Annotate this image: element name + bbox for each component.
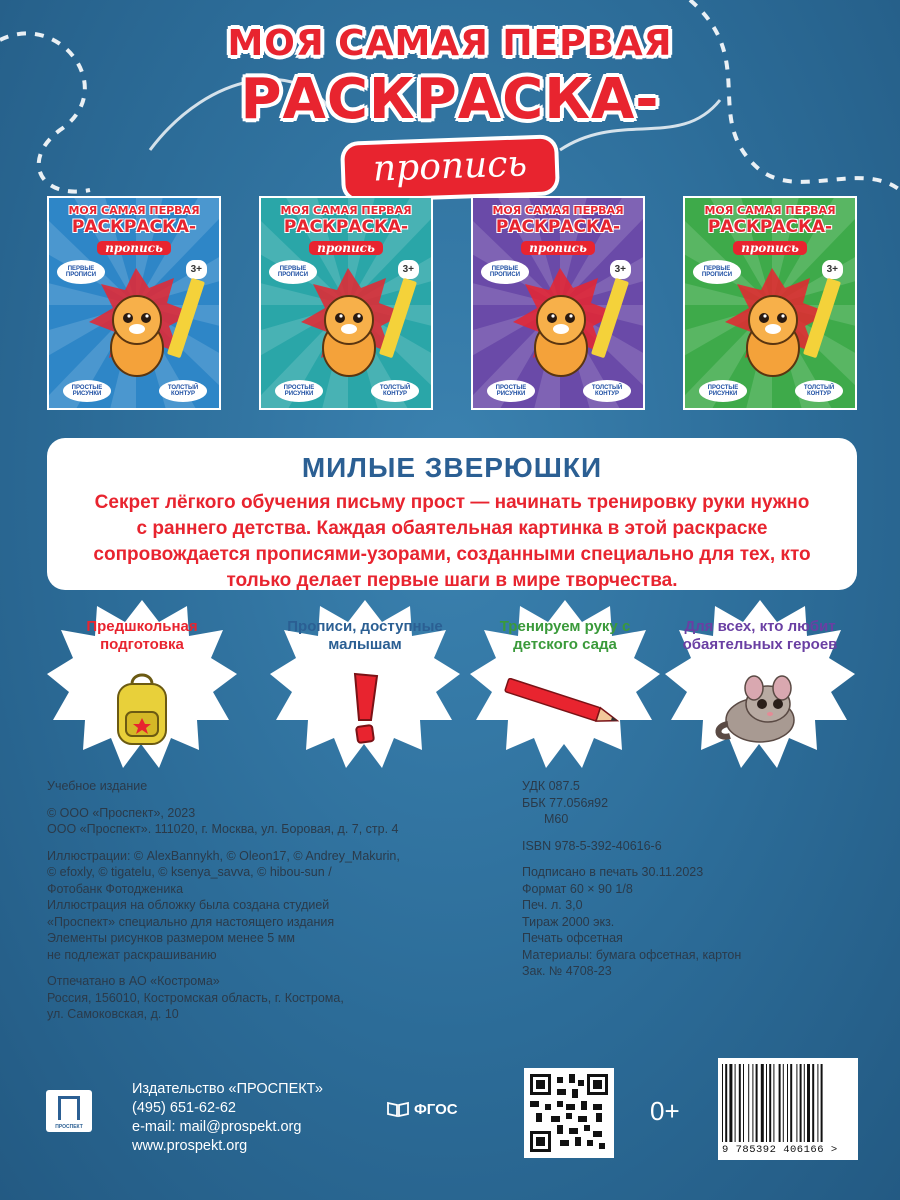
tiger-icon	[89, 286, 185, 382]
publisher-website[interactable]: www.prospekt.org	[132, 1138, 248, 1154]
coloring-note: не подлежат раскрашиванию	[47, 947, 217, 962]
print-sheets: Печ. л. 3,0	[522, 898, 583, 912]
series-cover-4	[683, 196, 857, 410]
publisher-contacts	[132, 1080, 323, 1156]
qr-code-icon	[530, 1074, 608, 1152]
cover-simple-drawings: ПРОСТЫЕ РИСУНКИ	[63, 380, 111, 402]
isbn: ISBN 978-5-392-40616-6	[522, 838, 662, 853]
print-method: Печать офсетная	[522, 931, 623, 945]
feature-label: Предшкольная подготовка	[86, 618, 198, 653]
order-number: Зак. № 4708-23	[522, 964, 612, 978]
fire-truck-icon	[301, 286, 397, 382]
isbn-barcode	[718, 1058, 858, 1160]
cover-first-prescripts: ПЕРВЫЕ ПРОПИСИ	[269, 260, 317, 284]
cover-age-badge: 3+	[822, 260, 843, 279]
signed-date: Подписано в печать 30.11.2023	[522, 865, 704, 879]
cover-title	[685, 204, 855, 256]
description-box	[47, 438, 857, 590]
cover-age-badge: 3+	[398, 260, 419, 279]
feature-label: Прописи, доступные малышам	[287, 618, 443, 653]
description-body: Секрет лёгкого обучения письму прост — начинать тренировку руки нужно с раннего детства. Каждая обаятельная картинка в этой раскраске сопровождается прописями-узорами, созданными специально для тех, кто только делает первые шаги в мире творчества.	[93, 492, 811, 591]
cover-simple-drawings: ПРОСТЫЕ РИСУНКИ	[699, 380, 747, 402]
cover-title-c: пропись	[97, 241, 171, 255]
feature-preschool	[47, 600, 237, 768]
cover-title-b: РАСКРАСКА-	[283, 217, 409, 237]
cover-first-prescripts: ПЕРВЫЕ ПРОПИСИ	[481, 260, 529, 284]
backpack-icon	[102, 670, 182, 750]
title-line-1: МОЯ САМАЯ ПЕРВАЯ	[227, 23, 673, 64]
paper-format: Формат 60 × 90 1/8	[522, 881, 633, 896]
cover-title-b: РАСКРАСКА-	[71, 217, 197, 237]
cover-credit: Иллюстрация на обложку была создана студией	[47, 898, 330, 912]
dragon-icon	[725, 286, 821, 382]
cover-age-badge: 3+	[610, 260, 631, 279]
cover-title-a: МОЯ САМАЯ ПЕРВАЯ	[280, 204, 412, 217]
cover-title	[473, 204, 643, 256]
cover-credit: «Проспект» специально для настоящего издания	[47, 914, 335, 929]
author-code: М60	[544, 812, 569, 826]
qr-code[interactable]	[524, 1068, 614, 1158]
illustrations-credit: Иллюстрации: © AlexBannykh, © Oleon17, © Andrey_Makurin,	[47, 848, 400, 863]
printer-address: ул. Самоковская, д. 10	[47, 1007, 179, 1021]
barcode-icon	[722, 1064, 854, 1142]
cover-thick-outline: ТОЛСТЫЙ КОНТУР	[159, 380, 207, 402]
illustrations-credit: © efoxly, © tigatelu, © ksenya_savva, © hibou-sun /	[47, 865, 332, 879]
raccoon-icon	[513, 286, 609, 382]
chinchilla-icon	[710, 674, 810, 748]
cover-title-b: РАСКРАСКА-	[495, 217, 621, 237]
edition-type: Учебное издание	[47, 779, 148, 793]
feature-cute-heroes	[665, 600, 855, 768]
cover-title-a: МОЯ САМАЯ ПЕРВАЯ	[492, 204, 624, 217]
age-rating: 0+	[650, 1096, 680, 1126]
cover-title-c: пропись	[521, 241, 595, 255]
title-line-3: пропись	[344, 138, 556, 198]
feature-label: Для всех, кто любит обаятельных героев	[682, 618, 838, 653]
book-title	[0, 22, 900, 195]
bbk-code: ББК 77.056я92	[522, 795, 609, 810]
cover-thick-outline: ТОЛСТЫЙ КОНТУР	[583, 380, 631, 402]
cover-first-prescripts: ПЕРВЫЕ ПРОПИСИ	[693, 260, 741, 284]
exclamation-icon	[325, 670, 405, 750]
pencil-icon	[498, 678, 628, 728]
cover-age-badge: 3+	[186, 260, 207, 279]
series-cover-1	[47, 196, 221, 410]
imprint-right	[522, 778, 842, 980]
open-book-icon	[386, 1100, 410, 1118]
cover-title-c: пропись	[733, 241, 807, 255]
illustrations-credit: Фотобанк Фотодженика	[47, 881, 184, 896]
publisher-phone: (495) 651-62-62	[132, 1100, 236, 1116]
imprint-left	[47, 778, 447, 1023]
series-cover-3	[471, 196, 645, 410]
series-covers	[47, 196, 857, 410]
fgos-label: ФГОС	[414, 1100, 458, 1118]
cover-thick-outline: ТОЛСТЫЙ КОНТУР	[795, 380, 843, 402]
feature-accessible	[270, 600, 460, 768]
cover-simple-drawings: ПРОСТЫЕ РИСУНКИ	[275, 380, 323, 402]
barcode-digits: 9 785392 406166 >	[722, 1144, 838, 1156]
materials: Материалы: бумага офсетная, картон	[522, 947, 742, 962]
fgos-badge	[386, 1100, 458, 1118]
copyright-line: © ООО «Проспект», 2023	[47, 805, 196, 820]
cover-thick-outline: ТОЛСТЫЙ КОНТУР	[371, 380, 419, 402]
udk-code: УДК 087.5	[522, 779, 580, 793]
printer-address: Россия, 156010, Костромская область, г. Кострома,	[47, 990, 344, 1005]
printer-name: Отпечатано в АО «Кострома»	[47, 974, 220, 988]
cover-title	[49, 204, 219, 256]
feature-train-hand	[470, 600, 660, 768]
print-run: Тираж 2000 экз.	[522, 914, 615, 929]
publisher-address: ООО «Проспект». 111020, г. Москва, ул. Боровая, д. 7, стр. 4	[47, 822, 399, 836]
coloring-note: Элементы рисунков размером менее 5 мм	[47, 931, 295, 945]
cover-first-prescripts: ПЕРВЫЕ ПРОПИСИ	[57, 260, 105, 284]
title-line-2: РАСКРАСКА-	[240, 67, 660, 132]
publisher-email[interactable]: e-mail: mail@prospekt.org	[132, 1119, 302, 1135]
cover-title-a: МОЯ САМАЯ ПЕРВАЯ	[68, 204, 200, 217]
cover-title-b: РАСКРАСКА-	[707, 217, 833, 237]
publisher-logo	[46, 1090, 92, 1132]
description-heading: МИЛЫЕ ЗВЕРЮШКИ	[301, 452, 603, 483]
cover-title-a: МОЯ САМАЯ ПЕРВАЯ	[704, 204, 836, 217]
feature-label: Тренируем руку с детского сада	[499, 618, 631, 653]
cover-title-c: пропись	[309, 241, 383, 255]
publisher-name: Издательство «ПРОСПЕКТ»	[132, 1081, 323, 1097]
cover-simple-drawings: ПРОСТЫЕ РИСУНКИ	[487, 380, 535, 402]
cover-title	[261, 204, 431, 256]
series-cover-2	[259, 196, 433, 410]
logo-text: ПРОСПЕКТ	[55, 1124, 83, 1130]
